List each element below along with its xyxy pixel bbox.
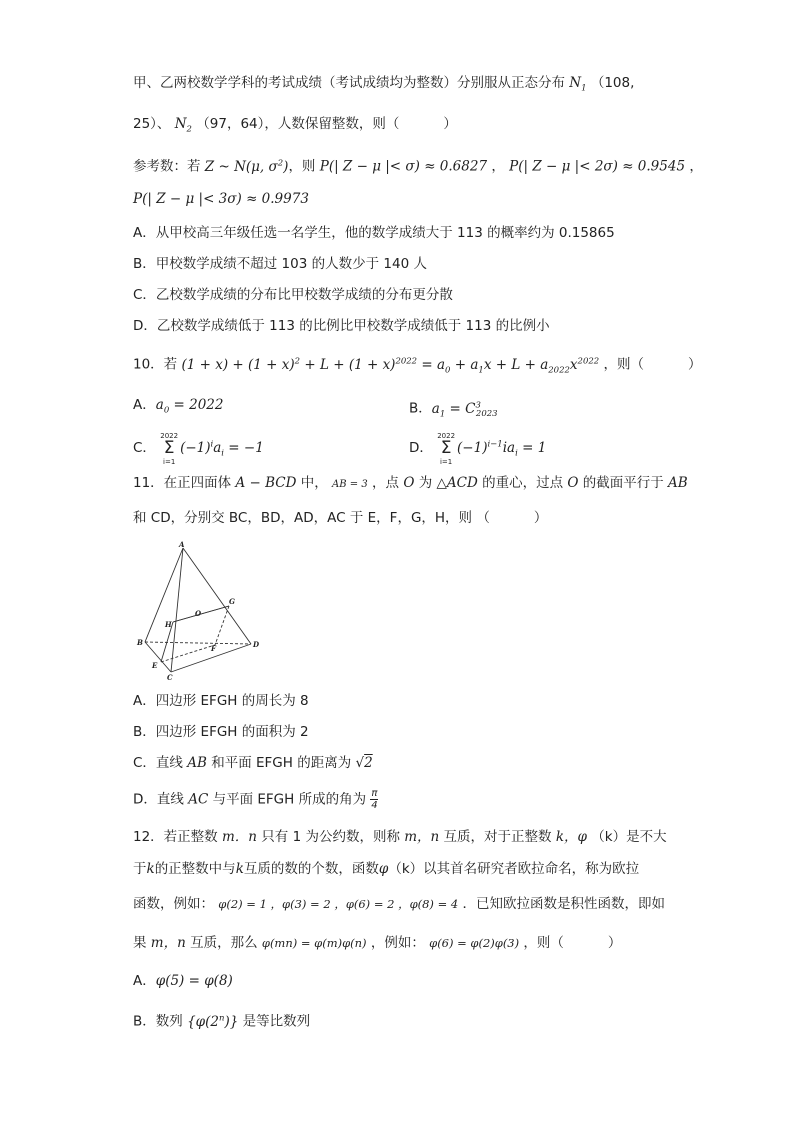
q10-expansion: $(1 + x) + (1 + x)^2 + L + (1 + x)^{2022} = a_0 + a_1x + L + a_{2022}x^{2022}$ — [181, 356, 600, 376]
q12-k: k，φ — [555, 829, 587, 845]
q10-option-c — [133, 430, 264, 466]
q11-d-line: AC — [188, 791, 209, 808]
q12-example6: φ(6) = φ(2)φ(3) — [429, 936, 520, 950]
q10-d-label: D． — [409, 440, 433, 456]
q11-text-b: 中， — [300, 475, 328, 491]
q10-c-math: $(-1)^ia_i = -1$ — [180, 439, 264, 459]
q11-line-ab: AB — [668, 475, 688, 491]
q11-text-a: 11．在正四面体 — [133, 475, 232, 491]
q12-multiplicative: φ(mn) = φ(m)φ(n) — [261, 936, 367, 950]
q9-stem-line1 — [133, 74, 634, 98]
q12-option-b — [133, 1009, 310, 1031]
label-c: C — [167, 673, 173, 680]
q11-point-o2: O — [567, 475, 579, 491]
q12-option-a — [133, 972, 233, 990]
q10-option-a — [133, 396, 224, 420]
q11-d-fraction: $\frac{\pi}{4}$ — [371, 788, 378, 811]
q10-b-math: $a_1 = C^3_{2023}$ — [431, 400, 498, 420]
q10-tail: ，则（ — [603, 356, 644, 373]
dist-n2: $N_2$ — [174, 116, 192, 135]
q9-ref-prob3: P(| Z − μ |< 3σ) — [133, 191, 242, 207]
q11-option-b: B．四边形 EFGH 的面积为 2 — [133, 724, 309, 740]
q10-number: 10．若 — [133, 356, 178, 373]
tetrahedron-figure — [133, 540, 263, 680]
q10-end: ） — [687, 356, 702, 373]
q12-text-d: （k）是不大 — [591, 829, 667, 845]
summation-symbol: 2022 Σ i=1 — [437, 432, 456, 466]
q12-stem-line1 — [133, 828, 667, 846]
q12-line4-a: 果 — [133, 935, 147, 951]
q11-stem-line1 — [133, 474, 688, 494]
q12-line2-c: 互质的数的个数，函数 — [243, 861, 379, 877]
q12-line2-b: 的正整数中与 — [154, 861, 236, 877]
q10-c-eq: = −1 — [228, 440, 264, 456]
q12-b-seq: {φ(2$^n$)} — [187, 1013, 239, 1030]
label-b: B — [137, 638, 143, 647]
q11-d-text-b: 与平面 EFGH 所成的角为 — [212, 791, 367, 808]
q11-triangle: △ACD — [436, 475, 478, 491]
q11-text-f: 的截面平行于 — [582, 475, 664, 491]
q12-line3-a: 函数，例如： — [133, 896, 214, 912]
q11-option-a: A．四边形 EFGH 的周长为 8 — [133, 693, 309, 709]
q9-ref-dist: Z ~ N(μ, $\sigma^2$) — [204, 158, 289, 175]
q11-stem-line2 — [133, 509, 547, 527]
q11-c-text-b: 和平面 EFGH 的距离为 — [211, 755, 352, 771]
summation-symbol: 2022 Σ i=1 — [160, 432, 179, 466]
q12-a-label: A． — [133, 973, 156, 989]
q12-text-b: 只有 1 为公约数，则称 — [261, 829, 400, 845]
q11-line2-text: 和 CD，分别交 BC，BD，AD，AC 于 E，F，G，H，则 （ — [133, 510, 490, 526]
q11-line2-end: ） — [533, 510, 548, 526]
q9-reference-line1: 参考数：若 Z ~ N(μ, $\sigma^2$)，则 P(| Z − μ |< σ) ≈ 0.6827 ， P(| Z − μ |< 2σ) ≈ 0.9545 ， — [133, 158, 703, 175]
q12-phi: φ — [378, 861, 389, 877]
q11-c-text-a: C．直线 — [133, 755, 183, 771]
q10-option-b — [409, 396, 498, 423]
label-h: H — [165, 620, 172, 629]
q9-stem-tail: （97，64），人数保留整数，则（ — [196, 116, 400, 132]
q12-stem-line3 — [133, 895, 665, 913]
q9-stem-params2: 25）、 — [133, 116, 171, 132]
q12-mn2: m，n — [404, 829, 440, 845]
q12-examples: φ(2) = 1 ，φ(3) = 2 ，φ(6) = 2 ，φ(8) = 4 — [218, 897, 459, 911]
label-e: E — [152, 661, 158, 670]
q12-stem-line2 — [133, 860, 639, 878]
q9-ref-prob2: P(| Z − μ |< 2σ) — [509, 158, 618, 175]
q12-k3: k — [235, 861, 244, 877]
q10-a-label: A． — [133, 397, 156, 413]
q9-ref-prob1: P(| Z − μ |< σ) — [319, 158, 420, 175]
q10-c-label: C． — [133, 440, 156, 456]
q12-k2: k — [146, 861, 155, 877]
q12-b-text-a: B．数列 — [133, 1013, 183, 1030]
q12-mn3: m，n — [150, 935, 186, 951]
q11-c-sqrt: √2 — [355, 755, 373, 771]
q10-stem — [133, 352, 701, 379]
q11-tetrahedron: A − BCD — [235, 475, 297, 491]
q9-stem-end: ） — [443, 116, 457, 132]
q12-a-math: φ(5) = φ(8) — [155, 973, 233, 989]
q11-point-o: O — [403, 475, 415, 491]
q12-line3-b: ．已知欧拉函数是积性函数，即如 — [462, 896, 665, 912]
q11-ab-length: AB = 3 — [332, 479, 368, 490]
q12-mn: m．n — [221, 829, 257, 845]
q9-ref-value2: ≈ 0.9545 — [622, 158, 686, 175]
label-d: D — [253, 640, 260, 649]
q12-line4-end: ） — [607, 935, 622, 951]
q9-ref-value1: ≈ 0.6827 — [424, 158, 488, 175]
q12-b-text-b: 是等比数列 — [242, 1013, 311, 1030]
q11-text-e: 的重心，过点 — [482, 475, 564, 491]
label-a: A — [179, 540, 185, 549]
q12-line4-d: ，则（ — [523, 935, 564, 951]
q9-reference-line2 — [133, 190, 309, 208]
q10-d-math: $(-1)^{i-1}ia_i = 1$ — [457, 439, 547, 459]
q11-option-c — [133, 754, 373, 772]
label-g: G — [229, 597, 235, 606]
q9-option-c: C．乙校数学成绩的分布比甲校数学成绩的分布更分散 — [133, 287, 453, 303]
q10-d-eq: = 1 — [522, 440, 547, 456]
label-f: F — [211, 644, 216, 653]
q9-ref-label: 参考数：若 — [133, 158, 201, 175]
q12-stem-line4 — [133, 934, 621, 952]
q11-d-text-a: D．直线 — [133, 791, 184, 808]
q12-line2-d: （k）以其首名研究者欧拉命名，称为欧拉 — [388, 861, 640, 877]
q10-option-d — [409, 430, 546, 466]
q9-stem-text: 甲、乙两校数学学科的考试成绩（考试成绩均为整数）分别服从正态分布 — [133, 75, 565, 91]
q11-text-d: 为 — [418, 475, 433, 491]
q9-stem-line2 — [133, 115, 457, 139]
q12-line4-b: 互质，那么 — [190, 935, 258, 951]
q12-text-c: 互质，对于正整数 — [443, 829, 552, 845]
q9-stem-params: （108, — [590, 75, 635, 91]
q10-a-eq: = 2022 — [173, 397, 224, 413]
q12-line4-c: ，例如： — [370, 935, 425, 951]
q11-c-line: AB — [187, 755, 207, 771]
q12-text-a: 12．若正整数 — [133, 829, 218, 845]
q10-b-label: B． — [409, 400, 432, 417]
q11-option-d — [133, 788, 378, 811]
q9-option-d: D．乙校数学成绩低于 113 的比例比甲校数学成绩低于 113 的比例小 — [133, 318, 550, 334]
q9-ref-value3: ≈ 0.9973 — [246, 191, 309, 207]
q10-a-math: $a_0 = 2022$ — [155, 397, 224, 416]
q11-text-c: ，点 — [372, 475, 400, 491]
label-o: O — [195, 609, 202, 618]
dist-n1: $N_1$ — [569, 75, 587, 94]
q9-option-b: B．甲校数学成绩不超过 103 的人数少于 140 人 — [133, 256, 427, 272]
q9-option-a: A．从甲校高三年级任选一名学生，他的数学成绩大于 113 的概率约为 0.15865 — [133, 225, 615, 241]
q12-line2-a: 于 — [133, 861, 147, 877]
